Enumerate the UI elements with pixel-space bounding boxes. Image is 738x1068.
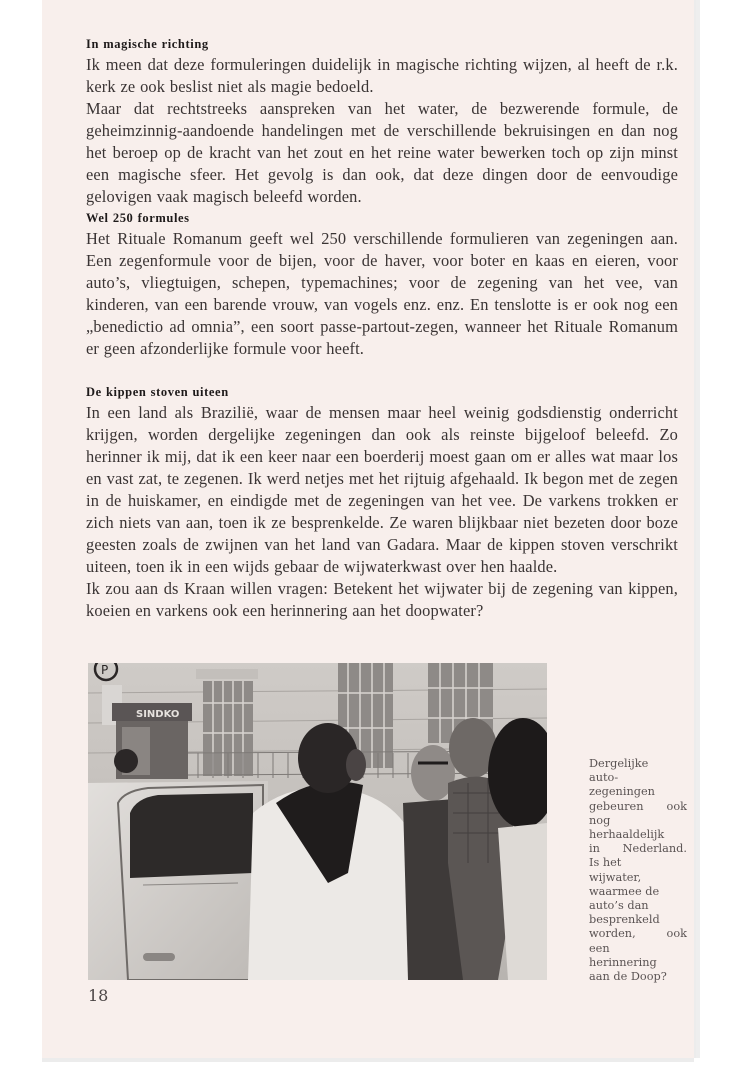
caption-line: Dergelijke [589, 757, 649, 770]
body-text [86, 34, 678, 622]
caption-line: een [589, 941, 610, 955]
caption-line: besprenkeld [589, 913, 660, 927]
caption-line: nog [589, 813, 611, 827]
paragraph: Maar dat rechtstreeks aanspreken van het water, de bezwerende formule, de geheimzinnig-aandoende handelingen met de verschillende bekruisingen en dan nog het beroep op de kracht van het zout en het reine water bewerken toch op zijn minst een magische sfeer. Het gevolg is dan ook, dat deze dingen door de eenvoudige gelovigen vaak magisch beleefd worden. [86, 99, 678, 206]
caption-line: aan de Doop? [589, 970, 667, 984]
barred-window [196, 669, 258, 776]
photo-car-blessing [88, 663, 547, 980]
page-number: 18 [88, 986, 109, 1005]
book-page [42, 0, 694, 1058]
caption-line: herinnering [589, 955, 657, 969]
svg-text:P: P [101, 663, 109, 677]
caption-line: auto’s dan [589, 899, 649, 913]
car [88, 781, 268, 980]
door-handle [143, 953, 175, 961]
svg-text:SINDKO: SINDKO [136, 709, 180, 720]
caption-line: wijwater, [589, 870, 642, 884]
car-window [130, 793, 253, 878]
paragraph: Ik zou aan ds Kraan willen vragen: Betekent het wijwater bij de zegening van kippen, koeien en varkens ook een herinnering aan het doopwater? [86, 579, 678, 620]
caption-line: zegeningen [589, 785, 655, 799]
paragraph: In een land als Brazilië, waar de mensen maar heel weinig godsdienstig onderricht krijgen, worden dergelijke zegeningen dan ook als reinste bijgeloof beleefd. Zo herinner ik mij, dat ik een keer naar een boerderij moest gaan om er alles wat maar los en vast zat, te zegenen. Ik werd netjes met het rijtuig afgehaald. Ik begon met de zegen in de huiskamer, en eindigde met de zegeningen van het vee. De varkens trokken er zich niets van aan, toen ik ze besprenkelde. Ze waren blijkbaar niet bezeten door boze geesten zoals de zwijnen van het land van Gadara. Maar de kippen stoven verschrikt uiteen, toen ik in een wijds gebaar de wijwaterkwast over hen haalde. [86, 403, 678, 576]
caption-line: worden, ook [589, 927, 687, 941]
caption-line: auto- [589, 771, 619, 785]
spacer [86, 360, 678, 382]
photo-caption [589, 757, 687, 984]
paragraph: Het Rituale Romanum geeft wel 250 verschillende formulieren van zegeningen aan. Een zegenformule voor de bijen, voor de haver, voor boter en kaas en eieren, voor auto’s, vliegtuigen, schepen, typemachines; voor de zegening van het vee, van kinderen, van een barende vrouw, van vogels enz. enz. En tenslotte is er ook nog een „benedictio ad omnia”, een soort passe-partout-zegen, wanneer het Rituale Romanum er geen afzonderlijke formule voor heeft. [86, 229, 678, 358]
caption-line: herhaaldelijk [589, 828, 665, 842]
section-heading: In magische richting [86, 37, 209, 51]
photo-illustration [88, 663, 547, 980]
paragraph: Ik meen dat deze formuleringen duidelijk in magische richting wijzen, al heeft de r.k. kerk ze ook beslist niet als magie bedoeld. [86, 55, 678, 96]
caption-line: in Nederland. [589, 842, 687, 856]
caption-line: gebeuren ook [589, 799, 687, 813]
section-heading: De kippen stoven uiteen [86, 385, 229, 399]
caption-line: Is het [589, 856, 622, 870]
caption-line: waarmee de [589, 884, 660, 898]
section-heading: Wel 250 formules [86, 211, 190, 225]
